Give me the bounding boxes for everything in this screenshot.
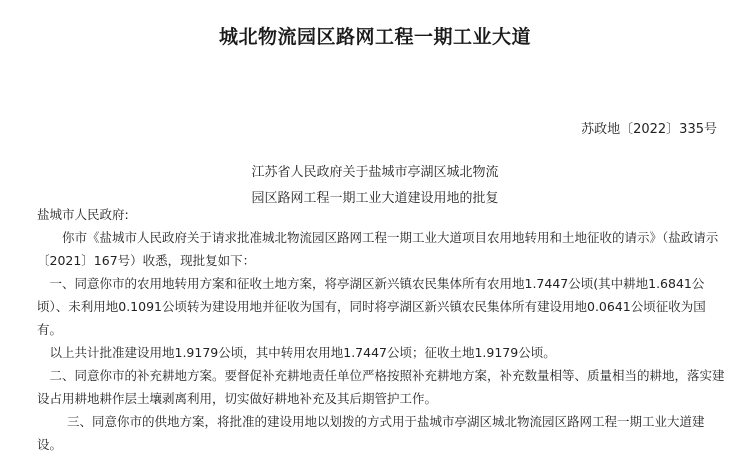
subtitle-line: 园区路网工程一期工业大道建设用地的批复 [251,191,499,206]
document-number: 苏政地〔2022〕335号 [581,122,717,137]
body-paragraph: 以上共计批准建设用地1.9179公顷，其中转用农用地1.7447公顷；征收土地1.9179公顷。 [49,345,556,360]
subtitle-line: 江苏省人民政府关于盐城市亭湖区城北物流 [251,165,499,180]
addressee: 盐城市人民政府: [37,207,129,222]
document-body [37,203,727,456]
body-paragraph: 一、同意你市的农用地转用方案和征收土地方案，将亭湖区新兴镇农民集体所有农用地1.7447公顷(其中耕地1.6841公顷）、未利用地0.1091公顷转为建设用地并征收为国有，同时将亭湖区新兴镇农民集体所有建设用地0.0641公顷征收为国有。 [37,276,706,337]
body-paragraph: 三、同意你市的供地方案，将批准的建设用地以划拨的方式用于盐城市亭湖区城北物流园区路网工程一期工业大道建设。 [37,414,705,452]
body-paragraph: 你市《盐城市人民政府关于请求批准城北物流园区路网工程一期工业大道项目农用地转用和土地征收的请示》（盐政请示〔2021〕167号）收悉，现批复如下： [37,230,719,268]
document-title: 城北物流园区路网工程一期工业大道 [218,26,531,48]
body-paragraph: 二、同意你市的补充耕地方案。要督促补充耕地责任单位严格按照补充耕地方案，补充数量相等、质量相当的耕地，落实建设占用耕地耕作层土壤剥离利用，切实做好耕地补充及其后期管护工作。 [37,368,725,406]
